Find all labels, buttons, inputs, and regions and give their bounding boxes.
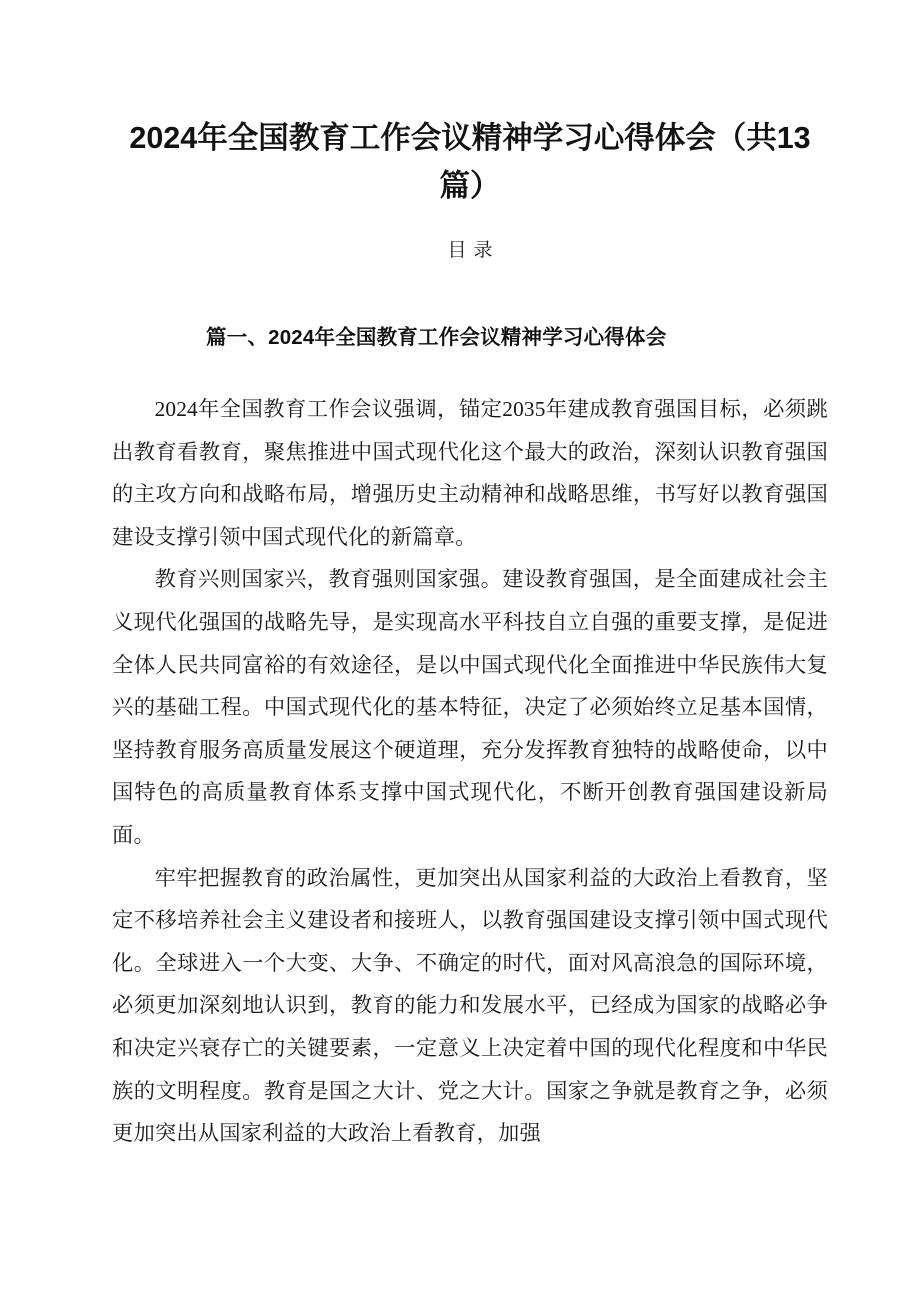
document-title: 2024年全国教育工作会议精神学习心得体会（共13篇） [129, 121, 811, 203]
section-heading-pian-yi: 篇一、2024年全国教育工作会议精神学习心得体会 [206, 326, 667, 349]
table-of-contents-label: 目录 [447, 240, 500, 261]
body-paragraph: 牢牢把握教育的政治属性，更加突出从国家利益的大政治上看教育，坚定不移培养社会主义建设者和接班人，以教育强国建设支撑引领中国式现代化。全球进入一个大变、大争、不确定的时代，面对风高浪急的国际环境，必须更加深刻地认识到，教育的能力和发展水平，已经成为国家的战略必争和决定兴衰存亡的关键要素，一定意义上决定着中国的现代化程度和中华民族的文明程度。教育是国之大计、党之大计。国家之争就是教育之争，必须更加突出从国家利益的大政治上看教育，加强 [112, 865, 828, 1146]
page-content-column [112, 0, 828, 1155]
body-paragraph: 教育兴则国家兴，教育强则国家强。建设教育强国，是全面建成社会主义现代化强国的战略先导，是实现高水平科技自立自强的重要支撑，是促进全体人民共同富裕的有效途径，是以中国式现代化全面推进中华民族伟大复兴的基础工程。中国式现代化的基本特征，决定了必须始终立足基本国情，坚持教育服务高质量发展这个硬道理，充分发挥教育独特的战略使命，以中国特色的高质量教育体系支撑中国式现代化，不断开创教育强国建设新局面。 [112, 567, 828, 847]
body-paragraph: 2024年全国教育工作会议强调，锚定2035年建成教育强国目标，必须跳出教育看教育，聚焦推进中国式现代化这个最大的政治，深刻认识教育强国的主攻方向和战略布局，增强历史主动精神和战略思维，书写好以教育强国建设支撑引领中国式现代化的新篇章。 [112, 397, 828, 549]
body-text-block [112, 354, 828, 1155]
